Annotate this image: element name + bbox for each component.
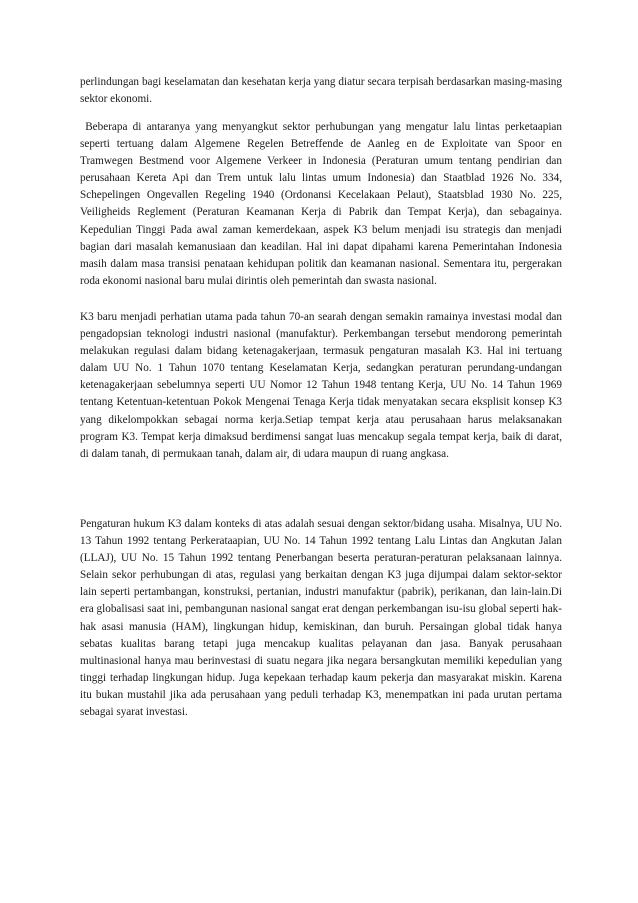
paragraph-2: Beberapa di antaranya yang menyangkut sektor perhubungan yang mengatur lalu lintas perketaapian seperti tertuang dalam Algemene Regelen Betreffende de Aanleg en de Exploitate van Spoor en Tramwegen Bestmend voor Algemene Verkeer in Indonesia (Peraturan umum tentang pendirian dan perusahaan Kereta Api dan Trem untuk lalu lintas umum Indonesia) dan Staatblad 1926 No. 334, Schepelingen Ongevallen Regeling 1940 (Ordonansi Kecelakaan Pelaut), Staatsblad 1930 No. 225, Veiligheids Reglement (Peraturan Keamanan Kerja di Pabrik dan Tempat Kerja), dan sebagainya. Kepedulian Tinggi Pada awal zaman kemerdekaan, aspek K3 belum menjadi isu strategis dan menjadi bagian dari masalah kemanusiaan dan keadilan. Hal ini dapat dipahami karena Pemerintahan Indonesia masih dalam masa transisi penataan kehidupan politik dan keamanan nasional. Sementara itu, pergerakan roda ekonomi nasional baru mulai dirintis oleh pemerintah dan swasta nasional. (80, 121, 562, 287)
paragraph-3: K3 baru menjadi perhatian utama pada tahun 70-an searah dengan semakin ramainya investasi modal dan pengadopsian teknologi industri nasional (manufaktur). Perkembangan tersebut mendorong pemerintah melakukan regulasi dalam bidang ketenagakerjaan, termasuk pengaturan masalah K3. Hal ini tertuang dalam UU No. 1 Tahun 1070 tentang Keselamatan Kerja, sedangkan peraturan perundang-undangan ketenagakerjaan sebelumnya seperti UU Nomor 12 Tahun 1948 tentang Kerja, UU No. 14 Tahun 1969 tentang Ketentuan-ketentuan Pokok Mengenai Tenaga Kerja tidak menyatakan secara eksplisit konsep K3 yang dikelompokkan sebagai norma kerja.Setiap tempat kerja atau perusahaan harus melaksanakan program K3. Tempat kerja dimaksud berdimensi sangat luas mencakup segala tempat kerja, baik di darat, di dalam tanah, di permukaan tanah, dalam air, di udara maupun di ruang angkasa. (80, 311, 562, 460)
paragraph-1: perlindungan bagi keselamatan dan kesehatan kerja yang diatur secara terpisah berdasarkan masing-masing sektor ekonomi. (80, 76, 562, 106)
paragraph-4: Pengaturan hukum K3 dalam konteks di atas adalah sesuai dengan sektor/bidang usaha. Misalnya, UU No. 13 Tahun 1992 tentang Perkerataapian, UU No. 14 Tahun 1992 tentang Lalu Lintas dan Angkutan Jalan (LLAJ), UU No. 15 Tahun 1992 tentang Penerbangan beserta peraturan-peraturan pelaksanaan lainnya. Selain sekor perhubungan di atas, regulasi yang berkaitan dengan K3 juga dijumpai dalam sektor-sektor lain seperti pertambangan, konstruksi, pertanian, industri manufaktur (pabrik), perikanan, dan lain-lain.Di era globalisasi saat ini, pembangunan nasional sangat erat dengan perkembangan isu-isu global seperti hak-hak asasi manusia (HAM), lingkungan hidup, kemiskinan, dan buruh. Persaingan global tidak hanya sebatas kualitas barang tetapi juga mencakup kualitas pelayanan dan jasa. Banyak perusahaan multinasional hanya mau berinvestasi di suatu negara jika negara bersangkutan memiliki kepedulian yang tinggi terhadap lingkungan hidup. Juga kepekaan terhadap kaum pekerja dan masyarakat miskin. Karena itu bukan mustahil jika ada perusahaan yang peduli terhadap K3, menempatkan ini pada urutan pertama sebagai syarat investasi. (80, 518, 562, 719)
